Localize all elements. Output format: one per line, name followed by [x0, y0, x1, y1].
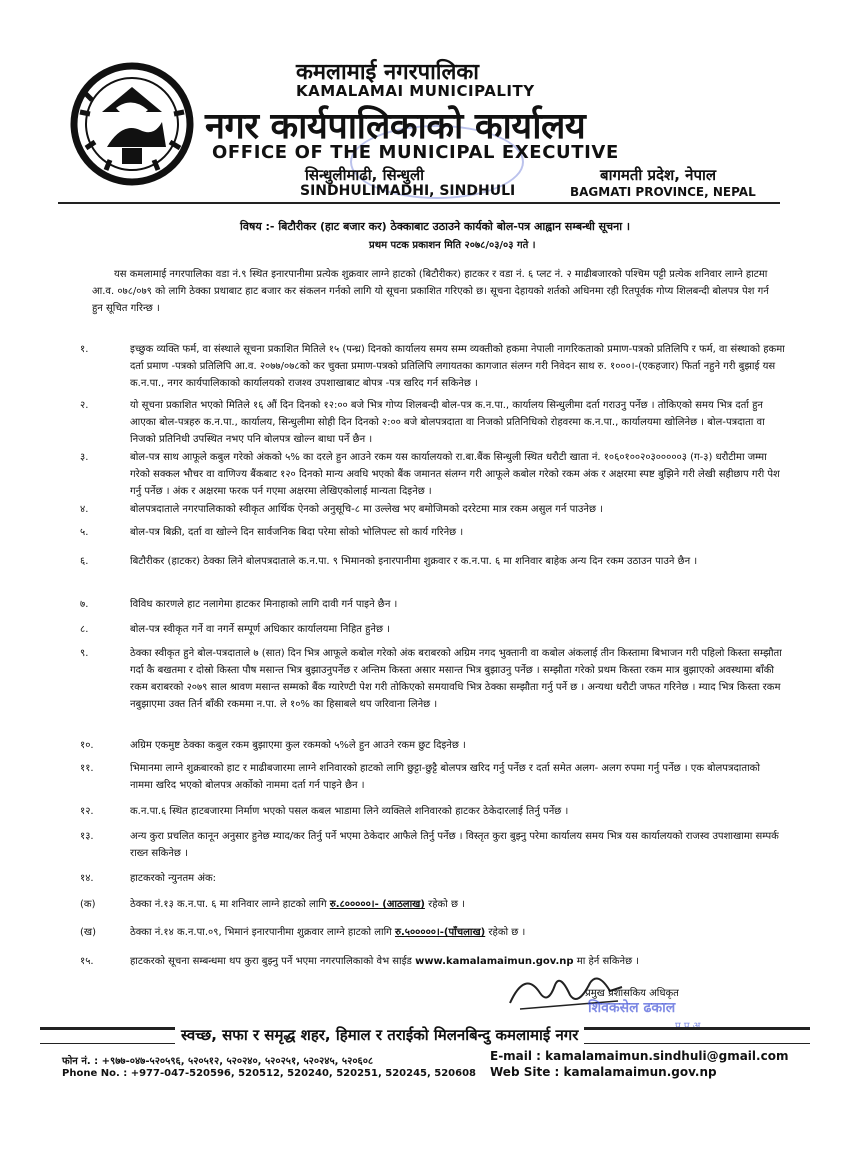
location-np: सिन्धुलीमाढी, सिन्धुली — [305, 166, 425, 184]
item-text — [130, 924, 785, 941]
contact-website[interactable]: Web Site : kamalamaimun.gov.np — [490, 1065, 717, 1079]
item-text-after: रहेको छ । — [424, 899, 465, 910]
item-number: ६. — [80, 556, 89, 567]
item-number: १५. — [80, 956, 94, 967]
item-number: ७. — [80, 599, 89, 610]
item-text: इच्छुक व्यक्ति फर्म, वा संस्थाले सूचना प्रकाशित मितिले १५ (पन्ध्र) दिनको कार्यालय समय सम्म व्यक्तीको हकमा नेपाली नागरिकताको प्रमाण-पत्रको प्रतिलिपि र फर्म, वा संस्थाको हकमा दर्ता प्रमाण -पत्रको प्रतिलिपि आ.व. २०७७/०७८को कर चुक्ता प्रमाण-पत्रको प्रतिलिपि लगायतका कागजात संलग्न गरी निवेदन साथ रु. १०००।-(एकहजार) फिर्ता नहुने गरी बुझाई यस क.न.पा., नगर कार्यपालिकाको कार्यालयको राजश्व उपशाखाबाट बोपत्र -पत्र खरिद गर्न सकिनेछ । — [130, 344, 785, 389]
item-number: १२. — [80, 806, 94, 817]
municipality-emblem-icon — [62, 52, 202, 192]
item-number: ११. — [80, 763, 94, 774]
item-number: (क) — [80, 899, 96, 910]
item-number: ९. — [80, 648, 89, 659]
phone-numbers-np: फोन नं. : +९७७-०४७-५२०५९६, ५२०५१२, ५२०२४०, ५२०२५१, ५२०२४५, ५२०६०८ — [62, 1056, 374, 1067]
item-text: अग्रिम एकमुष्ट ठेक्का कबुल रकम बुझाएमा कुल रकमको ५%ले हुन आउने रकम छुट दिइनेछ । — [130, 740, 466, 751]
location-en: SINDHULIMADHI, SINDHULI — [300, 183, 516, 199]
item-number: ३. — [80, 452, 89, 463]
office-title-np: नगर कार्यपालिकाको कार्यालय — [205, 106, 586, 147]
item-text: बोल-पत्र बिक्री, दर्ता वा खोल्ने दिन सार्वजनिक बिदा परेमा सोको भोलिपल्ट सो कार्य गरिनेछ । — [130, 527, 464, 538]
item-text-before: ठेक्का नं.१४ क.न.पा.०९, भिमानं इनारपानीमा शुक्रवार लाग्ने हाटको लागि — [130, 927, 395, 938]
footer-slogan: स्वच्छ, सफा र समृद्ध शहर, हिमाल र तराईको मिलनबिन्दु कमलामाई नगर — [175, 1025, 584, 1045]
item-text-before: हाटकरको सूचना सम्बन्धमा थप कुरा बुझ्नु पर्ने भएमा नगरपालिकाको वेभ साईड — [130, 956, 416, 967]
municipality-name-np: कमलामाई नगरपालिका — [296, 60, 479, 85]
signatory-title: प्रमुख प्रशासकिय अधिकृत — [585, 988, 679, 999]
item-text: अन्य कुरा प्रचलित कानून अनुसार हुनेछ म्याद/कर तिर्नु पर्ने भएमा ठेकेदार आफैले तिर्नु पर्नेछ । विस्तृत कुरा बुझ्नु परेमा कार्यालय समय भित्र यस कार्यालयको राजस्व उपशाखामा सम्पर्क राख्न सकिनेछ । — [130, 831, 779, 859]
header-divider — [58, 202, 780, 204]
minimum-amount: रु.५०००००।-(पाँचलाख) — [395, 927, 486, 938]
item-text — [130, 896, 785, 913]
notice-subject: विषय :- बिटौरीकर (हाट बजार कर) ठेक्काबाट उठाउने कार्यको बोल-पत्र आह्वान सम्बन्धी सूचना । — [240, 220, 631, 233]
item-text: विविध कारणले हाट नलागेमा हाटकर मिनाहाको लागि दावी गर्न पाइने छैन । — [130, 599, 398, 610]
item-number: १०. — [80, 740, 94, 751]
notice-intro: यस कमलामाई नगरपालिका वडा नं.९ स्थित इनारपानीमा प्रत्येक शुक्रवार लाग्ने हाटको (बिटौरीकर) हाटकर र वडा नं. ६ प्लट नं. २ माढीबजारको पश्चिम पट्टी प्रत्येक शनिवार लाग्ने हाटमा आ.व. ०७८/०७९ को लागि ठेक्का प्रथाबाट हाट बजार कर संकलन गर्नको लागि यो सूचना प्रकाशित गरिएको छ। सूचना देहायको शर्तको अधिनमा रही रितपूर्वक गोप्य शिलबन्दी बोलपत्र पेश गर्न हुन सूचित गरिन्छ । — [92, 269, 769, 314]
item-number: १. — [80, 344, 89, 355]
item-text-before: ठेक्का नं.१३ क.न.पा. ६ मा शनिवार लाग्ने हाटको लागि — [130, 899, 330, 910]
website-link[interactable]: www.kamalamaimun.gov.np — [415, 956, 574, 967]
item-text: क.न.पा.६ स्थित हाटबजारमा निर्माण भएको पसल कबल भाडामा लिने व्यक्तिले शनिवारको हाटकर ठेकेदारलाई तिर्नु पर्नेछ । — [130, 806, 569, 817]
item-number: (ख) — [80, 927, 96, 938]
province-np: बागमती प्रदेश, नेपाल — [600, 166, 717, 184]
item-text: बोलपत्रदाताले नगरपालिकाको स्वीकृत आर्थिक ऐनको अनुसूचि-८ मा उल्लेख भए बमोजिमको दररेटमा मात्र रकम असुल गर्न पाउनेछ । — [130, 504, 603, 515]
item-text: भिमानमा लाग्ने शुक्रबारको हाट र माढीबजारमा लाग्ने शनिवारको हाटको लागि छुट्टा-छुट्टै बोलपत्र खरिद गर्नु पर्नेछ र दर्ता समेत अलग- अलग रुपमा गर्नु पर्नेछ । एक बोलपत्रदाताको नाममा खरिद भएको बोलपत्र अर्कोको नाममा दर्ता गर्न पाइने छैन । — [130, 763, 760, 791]
contact-email[interactable]: E-mail : kamalamaimun.sindhuli@gmail.com — [490, 1049, 789, 1063]
item-text: बोल-पत्र साथ आफूले कबुल गरेको अंकको ५% का दरले हुन आउने रकम यस कार्यालयको रा.बा.बैंक सिन्धुली स्थित धरौटी खाता नं. १०६०१००२०३०००००३ (ग-३) धरौटीमा जम्मा गरेको सक्कल भौचर वा वाणिज्य बैंकबाट १२० दिनको मान्य अवधि भएको बैंक जमानत संलग्न गरी आफूले कबोल गरेको रकम अंक र अक्षरमा स्पष्ट बुझिने गरी लेखी सहीछाप गरी पेश गर्नु पर्नेछ । अंक र अक्षरमा फरक पर्न गएमा अक्षरमा लेखिएकोलाई मान्यता दिइनेछ । — [130, 452, 780, 497]
item-text-after: मा हेर्न सकिनेछ । — [573, 956, 640, 967]
province-en: BAGMATI PROVINCE, NEPAL — [570, 185, 756, 199]
minimum-amount: रु.८०००००।- (आठलाख) — [329, 899, 425, 910]
item-text: ठेक्का स्वीकृत हुने बोल-पत्रदाताले ७ (सात) दिन भित्र आफूले कबोल गरेको अंक बराबरको अग्रिम नगद भुक्तानी वा कबोल अंकलाई तीन किस्तामा बिभाजन गरी पहिलो किस्ता सम्झौता गर्दा कै बखतमा र दोस्रो किस्ता पौष मसान्त भित्र बुझाउनुपर्नेछ र अन्तिम किस्ता असार मसान्त भित्र बुझाउनु पर्नेछ । सम्झौता गरेको प्रथम किस्ता रकम मात्र बुझाएको अवस्थामा बाँकी रकम बराबरको २०७९ साल श्रावण मसान्त सम्मको बैंक ग्यारेण्टी पेश गरी तोकिएको समयावधि भित्र ठेक्का सम्झौता गर्नु पर्ने छ । अन्यथा धरौटी जफत गरिनेछ । म्याद भित्र किस्ता रकम नबुझाएमा उक्त तिर्न बाँकी रकममा न.पा. ले १०% का हिसाबले थप जरिवाना लिनेछ । — [130, 648, 782, 710]
item-number: २. — [80, 400, 89, 411]
office-title-en: OFFICE OF THE MUNICIPAL EXECUTIVE — [212, 142, 619, 163]
item-text: बोल-पत्र स्वीकृत गर्ने वा नगर्ने सम्पूर्ण अधिकार कार्यालयमा निहित हुनेछ । — [130, 624, 390, 635]
item-number: १३. — [80, 831, 94, 842]
item-text: बिटौरीकर (हाटकर) ठेक्का लिने बोलपत्रदाताले क.न.पा. ९ भिमानको इनारपानीमा शुक्रवार र क.न.पा. ६ मा शनिवार बाहेक अन्य दिन रकम उठाउन पाउने छैन । — [130, 556, 698, 567]
officer-stamp-name: शिवकसेल ढकाल — [588, 1000, 676, 1016]
publication-date: प्रथम पटक प्रकाशन मिति २०७८/०३/०३ गते । — [369, 240, 536, 251]
item-number: ८. — [80, 624, 89, 635]
municipality-name-en: KAMALAMAI MUNICIPALITY — [296, 82, 535, 100]
item-text — [130, 953, 785, 970]
item-text-after: रहेको छ । — [485, 927, 526, 938]
item-text: हाटकरको न्युनतम अंक: — [130, 873, 217, 884]
item-number: १४. — [80, 873, 94, 884]
item-text: यो सूचना प्रकाशित भएको मितिले १६ औं दिन दिनको १२:०० बजे भित्र गोप्य शिलबन्दी बोल-पत्र क.न.पा., कार्यालय सिन्धुलीमा दर्ता गराउनु पर्नेछ । तोकिएको समय भित्र दर्ता हुन आएका बोल-पत्रहरु क.न.पा., कार्यालय, सिन्धुलीमा सोही दिन दिनको २:०० बजे बोलपत्रदाता वा निजको प्रतिनिधिको रोहवरमा क.न.पा., कार्यालयमा खोलिनेछ । बोल-पत्रदाता वा निजको प्रतिनिधी उपस्थित नभए पनि बोलपत्र खोल्न बाधा पर्ने छैन । — [130, 400, 765, 445]
phone-numbers-en: Phone No. : +977-047-520596, 520512, 520240, 520251, 520245, 520608 — [62, 1068, 477, 1079]
item-number: ४. — [80, 504, 89, 515]
item-number: ५. — [80, 527, 89, 538]
